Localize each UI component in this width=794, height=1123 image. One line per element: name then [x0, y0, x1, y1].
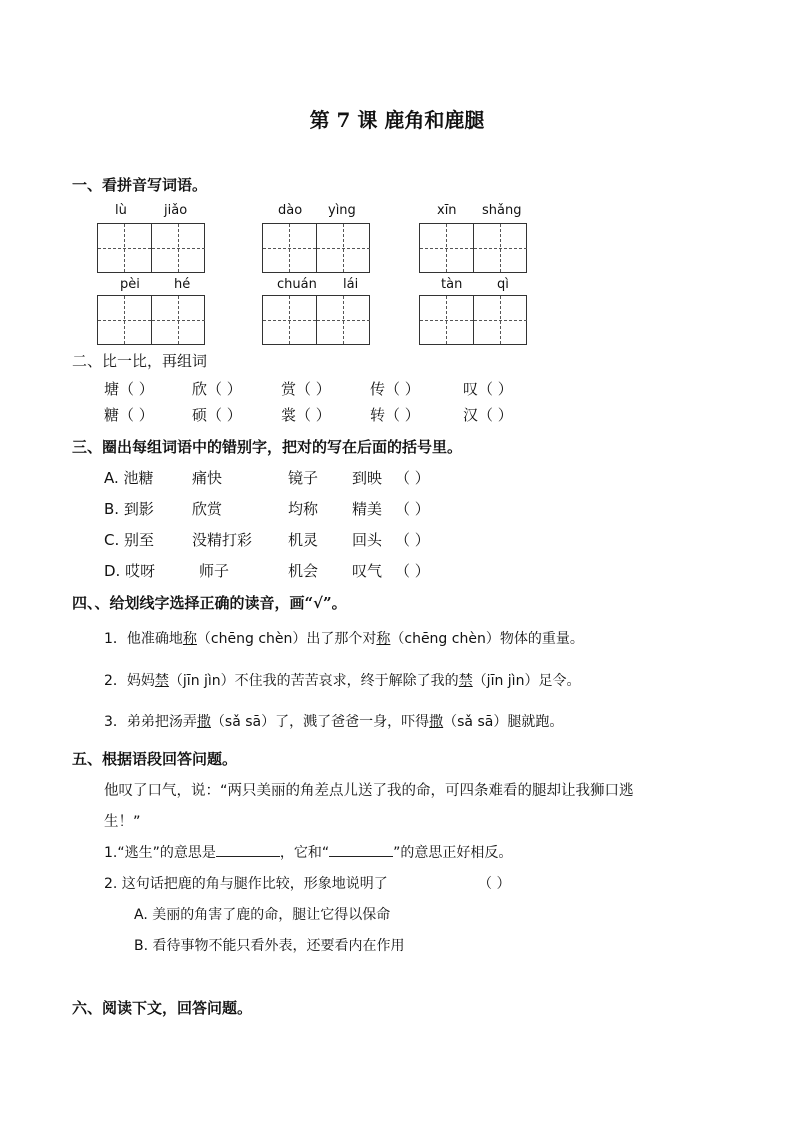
- passage-line-2: 生！”: [104, 814, 141, 830]
- word-cell: 回头: [352, 531, 383, 549]
- writing-cell[interactable]: [263, 224, 316, 272]
- answer-paren[interactable]: （ ）: [395, 469, 430, 487]
- pinyin-label: pèi: [120, 277, 140, 292]
- answer-paren[interactable]: （ ）: [478, 876, 511, 892]
- underlined-char: 撒: [429, 714, 444, 730]
- section-2-heading: 二、比一比，再组词: [72, 352, 208, 370]
- word-cell: 师子: [199, 562, 230, 580]
- pronunciation-question-2: 2．妈妈禁（jīn jìn）不住我的苦苦哀求，终于解除了我的禁（jīn jìn）足令。: [104, 673, 581, 689]
- writing-grid[interactable]: [97, 223, 205, 273]
- compare-item: 裳（ ）: [281, 406, 331, 424]
- question-5-1: 1.“逃生”的意思是 ，它和“ ”的意思正好相反。: [104, 842, 512, 862]
- word-cell: 机灵: [288, 531, 319, 549]
- writing-cell[interactable]: [151, 296, 205, 344]
- question-5-2: 2. 这句话把鹿的角与腿作比较，形象地说明了: [104, 876, 388, 892]
- compare-item: 传（ ）: [370, 380, 420, 398]
- pinyin-label: xīn: [437, 203, 457, 218]
- pronunciation-question-3: 3．弟弟把汤弄撒（sǎ sā）了，溅了爸爸一身，吓得撒（sǎ sā）腿就跑。: [104, 714, 564, 730]
- writing-grid[interactable]: [97, 295, 205, 345]
- writing-grid[interactable]: [262, 295, 370, 345]
- pinyin-label: chuán: [277, 277, 317, 292]
- underlined-char: 撒: [196, 714, 211, 730]
- pinyin-label: jiǎo: [164, 203, 188, 218]
- writing-cell[interactable]: [98, 296, 151, 344]
- word-cell: 痛快: [192, 469, 223, 487]
- writing-cell[interactable]: [420, 224, 473, 272]
- pinyin-label: dào: [278, 203, 303, 218]
- compare-item: 糖（ ）: [104, 406, 154, 424]
- underlined-char: 禁: [458, 673, 473, 689]
- pinyin-label: qì: [497, 277, 509, 292]
- compare-item: 转（ ）: [370, 406, 420, 424]
- writing-grid[interactable]: [419, 295, 527, 345]
- word-cell: C. 别至: [104, 531, 155, 549]
- writing-cell[interactable]: [316, 224, 370, 272]
- writing-cell[interactable]: [98, 224, 151, 272]
- writing-grid[interactable]: [262, 223, 370, 273]
- compare-item: 叹（ ）: [463, 380, 513, 398]
- word-cell: 到映: [352, 469, 383, 487]
- option-b[interactable]: B. 看待事物不能只看外表，还要看内在作用: [134, 938, 405, 954]
- writing-cell[interactable]: [420, 296, 473, 344]
- writing-cell[interactable]: [316, 296, 370, 344]
- pinyin-label: tàn: [441, 277, 463, 292]
- word-cell: 没精打彩: [192, 531, 253, 549]
- section-1-heading: 一、看拼音写词语。: [72, 176, 208, 194]
- answer-blank[interactable]: [329, 842, 393, 857]
- word-cell: 欣赏: [192, 500, 223, 518]
- word-cell: D. 哎呀: [104, 562, 156, 580]
- word-cell: B. 到影: [104, 500, 154, 518]
- answer-blank[interactable]: [216, 842, 280, 857]
- answer-paren[interactable]: （ ）: [395, 500, 430, 518]
- word-cell: 镜子: [288, 469, 319, 487]
- section-6-heading: 六、阅读下文，回答问题。: [72, 999, 253, 1017]
- compare-item: 欣（ ）: [192, 380, 242, 398]
- section-3-heading: 三、圈出每组词语中的错别字，把对的写在后面的括号里。: [72, 438, 463, 456]
- pinyin-label: lù: [115, 203, 127, 218]
- pinyin-label: hé: [174, 277, 191, 292]
- compare-item: 赏（ ）: [281, 380, 331, 398]
- answer-paren[interactable]: （ ）: [395, 531, 430, 549]
- word-cell: 机会: [288, 562, 319, 580]
- underlined-char: 称: [182, 631, 197, 647]
- writing-cell[interactable]: [473, 224, 527, 272]
- passage-line-1: 他叹了口气，说：“两只美丽的角差点儿送了我的命，可四条难看的腿却让我狮口逃: [104, 783, 634, 799]
- pronunciation-question-1: 1．他准确地称（chēng chèn）出了那个对称（chēng chèn）物体的重量。: [104, 631, 584, 647]
- compare-item: 塘（ ）: [104, 380, 154, 398]
- page-title: 第 7 课 鹿角和鹿腿: [309, 108, 485, 132]
- word-cell: 叹气: [352, 562, 383, 580]
- underlined-char: 禁: [154, 673, 169, 689]
- section-4-heading: 四、、给划线字选择正确的读音，画“√”。: [72, 594, 347, 612]
- writing-grid[interactable]: [419, 223, 527, 273]
- writing-cell[interactable]: [473, 296, 527, 344]
- compare-item: 硕（ ）: [192, 406, 242, 424]
- writing-cell[interactable]: [151, 224, 205, 272]
- answer-paren[interactable]: （ ）: [395, 562, 430, 580]
- underlined-char: 称: [376, 631, 391, 647]
- word-cell: 精美: [352, 500, 383, 518]
- word-cell: A. 池糖: [104, 469, 154, 487]
- writing-cell[interactable]: [263, 296, 316, 344]
- option-a[interactable]: A. 美丽的角害了鹿的命，腿让它得以保命: [134, 907, 391, 923]
- section-5-heading: 五、根据语段回答问题。: [72, 750, 238, 768]
- word-cell: 均称: [288, 500, 319, 518]
- pinyin-label: shǎng: [482, 203, 522, 218]
- pinyin-label: lái: [343, 277, 359, 292]
- pinyin-label: yìng: [328, 203, 356, 218]
- compare-item: 汉（ ）: [463, 406, 513, 424]
